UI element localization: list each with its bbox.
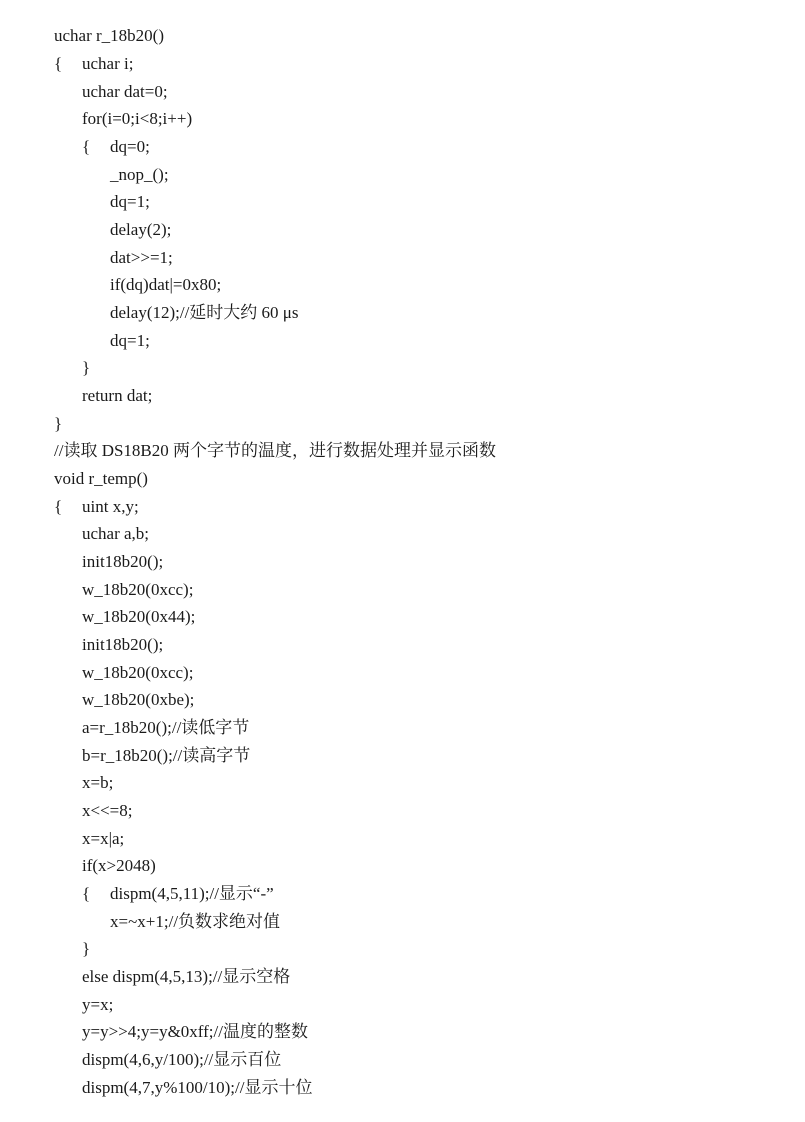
code-line: [82, 1018, 308, 1045]
code-text: dispm(4,7,y%100/10);//显示十位: [82, 1078, 313, 1097]
code-text: x=x|a;: [82, 829, 125, 848]
code-line: [82, 659, 193, 686]
code-line: [82, 603, 195, 630]
code-line: [110, 299, 299, 326]
code-text: dat>>=1;: [110, 248, 173, 267]
code-text: delay(12);//延时大约 60 μs: [110, 303, 299, 322]
code-text: return dat;: [82, 386, 153, 405]
code-text: }: [54, 414, 63, 433]
code-text: dispm(4,6,y/100);//显示百位: [82, 1050, 282, 1069]
brace: {: [54, 54, 63, 73]
code-text: a=r_18b20();//读低字节: [82, 718, 250, 737]
code-line: [54, 22, 164, 49]
brace: {: [82, 884, 91, 903]
code-comment: //读取 DS18B20 两个字节的温度，进行数据处理并显示函数: [54, 441, 497, 460]
code-line: [82, 686, 194, 713]
code-line: [82, 714, 249, 741]
code-text: }: [82, 939, 91, 958]
code-text: y=x;: [82, 995, 114, 1014]
code-text: y=y>>4;y=y&0xff;//温度的整数: [82, 1022, 308, 1041]
code-text: uchar r_18b20(): [54, 26, 164, 45]
code-text: w_18b20(0xbe);: [82, 690, 195, 709]
code-line: [82, 631, 163, 658]
code-text: void r_temp(): [54, 469, 148, 488]
code-text: dq=0;: [110, 137, 150, 156]
brace: {: [54, 497, 63, 516]
code-line: [82, 852, 156, 879]
code-text: for(i=0;i<8;i++): [82, 109, 193, 128]
code-text: uint x,y;: [82, 497, 139, 516]
code-text: dq=1;: [110, 192, 150, 211]
code-text: dq=1;: [110, 331, 150, 350]
code-line: [82, 963, 290, 990]
code-line: [82, 991, 113, 1018]
code-text: dispm(4,5,11);//显示“-”: [110, 884, 274, 903]
code-line: [110, 271, 221, 298]
code-line: [82, 797, 133, 824]
code-line: [110, 161, 169, 188]
code-text: x<<=8;: [82, 801, 133, 820]
code-line: [82, 382, 152, 409]
code-text: w_18b20(0xcc);: [82, 663, 194, 682]
code-text: if(x>2048): [82, 856, 156, 875]
code-line: [82, 354, 90, 381]
code-line: [82, 825, 124, 852]
code-text: x=b;: [82, 773, 114, 792]
code-line: [110, 908, 280, 935]
code-line: [82, 880, 274, 907]
code-text: }: [82, 358, 91, 377]
code-text: _nop_();: [110, 165, 169, 184]
code-text: delay(2);: [110, 220, 172, 239]
brace: {: [82, 137, 91, 156]
code-line: [82, 935, 90, 962]
code-line: [54, 465, 148, 492]
comment-line: [54, 437, 496, 464]
code-text: uchar a,b;: [82, 524, 150, 543]
code-line: [110, 188, 150, 215]
code-line: [82, 520, 149, 547]
code-line: [54, 410, 62, 437]
code-line: [82, 769, 113, 796]
code-text: init18b20();: [82, 552, 164, 571]
code-text: init18b20();: [82, 635, 164, 654]
code-text: x=~x+1;//负数求绝对值: [110, 912, 281, 931]
code-line: [82, 1046, 281, 1073]
code-line: [82, 1074, 312, 1101]
code-text: if(dq)dat|=0x80;: [110, 275, 222, 294]
code-line: [110, 327, 150, 354]
code-text: w_18b20(0x44);: [82, 607, 196, 626]
code-line: [110, 244, 173, 271]
code-line: [54, 493, 139, 520]
code-line: [82, 742, 250, 769]
code-text: uchar dat=0;: [82, 82, 168, 101]
code-line: [54, 50, 133, 77]
code-line: [82, 78, 168, 105]
code-line: [82, 576, 193, 603]
code-line: [82, 105, 192, 132]
code-line: [82, 133, 150, 160]
code-line: [82, 548, 163, 575]
code-line: [110, 216, 171, 243]
code-text: uchar i;: [82, 54, 134, 73]
code-text: w_18b20(0xcc);: [82, 580, 194, 599]
code-text: b=r_18b20();//读高字节: [82, 746, 251, 765]
code-text: else dispm(4,5,13);//显示空格: [82, 967, 291, 986]
